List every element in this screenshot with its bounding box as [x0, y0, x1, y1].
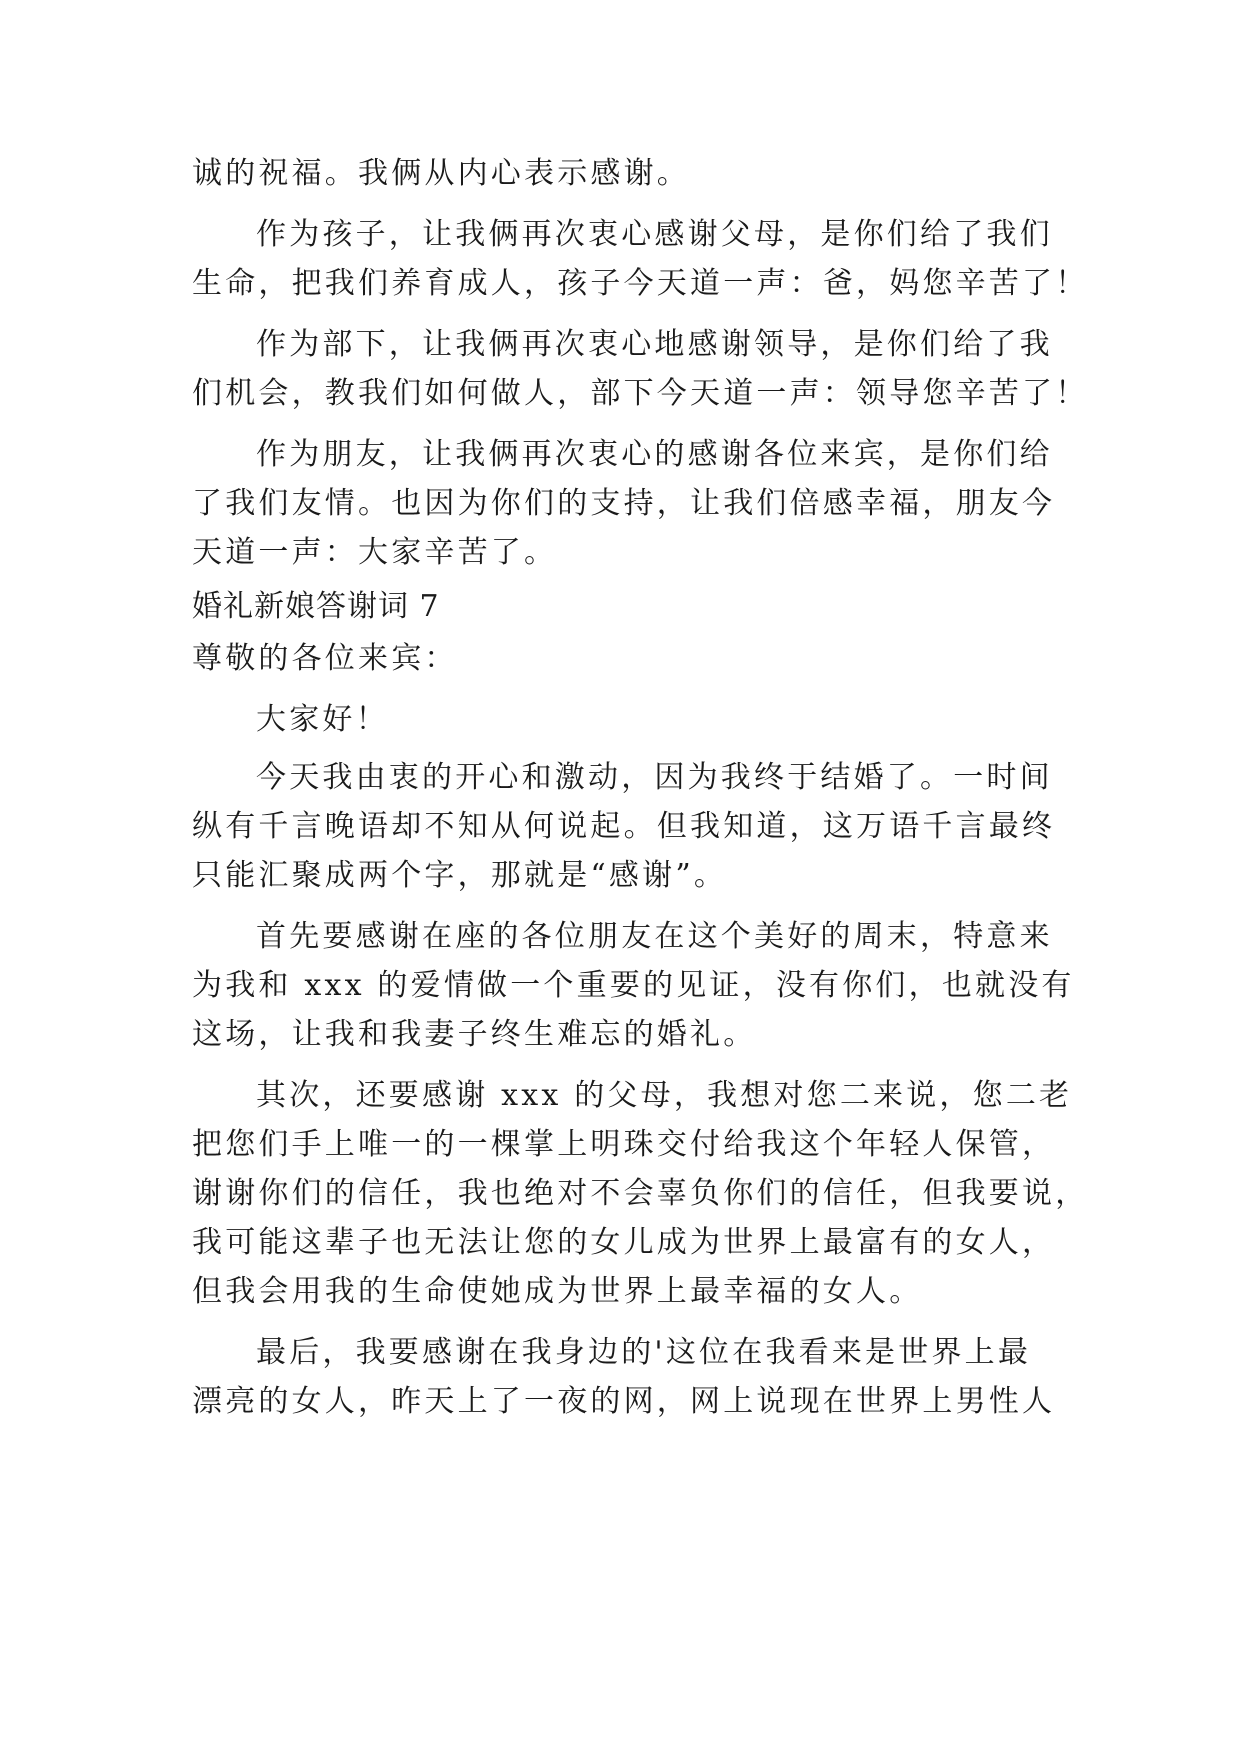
paragraph-line: 作为部下，让我俩再次衷心地感谢领导，是你们给了我 — [256, 327, 1053, 362]
paragraph-line: 作为朋友，让我俩再次衷心的感谢各位来宾，是你们给 — [256, 437, 1053, 472]
paragraph-line: 其次，还要感谢 xxx 的父母，我想对您二来说，您二老 — [256, 1078, 1073, 1113]
paragraph-line: 最后，我要感谢在我身边的'这位在我看来是世界上最 — [256, 1335, 1032, 1370]
greeting: 大家好！ — [256, 702, 389, 737]
paragraph-line: 这场，让我和我妻子终生难忘的婚礼。 — [192, 1017, 757, 1052]
paragraph-line: 谢谢你们的信任，我也绝对不会辜负你们的信任，但我要说， — [192, 1176, 1089, 1211]
paragraph-line: 我可能这辈子也无法让您的女儿成为世界上最富有的女人， — [192, 1225, 1056, 1260]
paragraph-line: 生命，把我们养育成人，孩子今天道一声：爸，妈您辛苦了！ — [192, 266, 1089, 301]
salutation: 尊敬的各位来宾： — [192, 641, 458, 676]
paragraph-line: 诚的祝福。我俩从内心表示感谢。 — [192, 156, 690, 191]
paragraph-line: 只能汇聚成两个字，那就是“感谢”。 — [192, 858, 728, 893]
paragraph-line: 为我和 xxx 的爱情做一个重要的见证，没有你们，也就没有 — [192, 968, 1075, 1003]
paragraph-line: 今天我由衷的开心和激动，因为我终于结婚了。一时间 — [256, 760, 1053, 795]
paragraph-line: 但我会用我的生命使她成为世界上最幸福的女人。 — [192, 1274, 923, 1309]
paragraph-line: 漂亮的女人，昨天上了一夜的网，网上说现在世界上男性人 — [192, 1384, 1056, 1419]
paragraph-line: 首先要感谢在座的各位朋友在这个美好的周末，特意来 — [256, 919, 1053, 954]
section-heading: 婚礼新娘答谢词 7 — [192, 589, 440, 624]
paragraph-line: 了我们友情。也因为你们的支持，让我们倍感幸福，朋友今 — [192, 486, 1056, 521]
paragraph-line: 纵有千言晚语却不知从何说起。但我知道，这万语千言最终 — [192, 809, 1056, 844]
paragraph-line: 们机会，教我们如何做人，部下今天道一声：领导您辛苦了！ — [192, 376, 1089, 411]
paragraph-line: 作为孩子，让我俩再次衷心感谢父母，是你们给了我们 — [256, 217, 1053, 252]
paragraph-line: 把您们手上唯一的一棵掌上明珠交付给我这个年轻人保管， — [192, 1127, 1056, 1162]
paragraph-line: 天道一声：大家辛苦了。 — [192, 535, 558, 570]
